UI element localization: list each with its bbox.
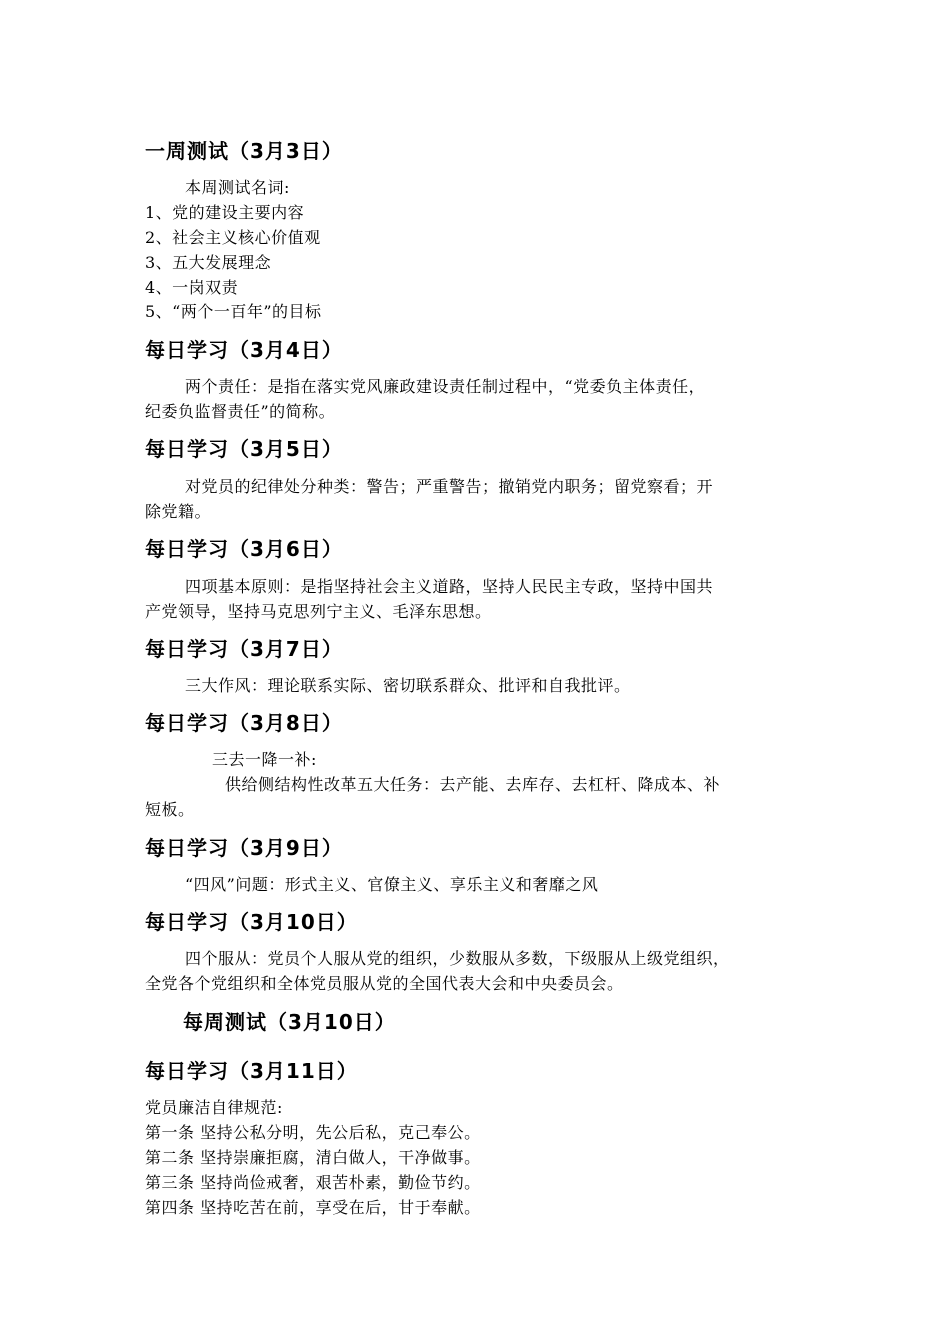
- paragraph-line: “四风”问题：形式主义、官僚主义、享乐主义和奢靡之风: [185, 875, 599, 894]
- section-heading: 每日学习（3月7日）: [145, 637, 343, 661]
- section-heading: 每日学习（3月11日）: [145, 1059, 358, 1083]
- paragraph-line: 两个责任：是指在落实党风廉政建设责任制过程中，“党委负主体责任，: [185, 377, 706, 396]
- paragraph-line: 对党员的纪律处分种类：警告；严重警告；撤销党内职务；留党察看；开: [185, 477, 714, 496]
- paragraph-line: 三去一降一补:: [212, 750, 317, 769]
- list-item: 第一条 坚持公私分明，先公后私，克己奉公。: [145, 1123, 481, 1142]
- paragraph-line: 产党领导，坚持马克思列宁主义、毛泽东思想。: [145, 602, 492, 621]
- section-heading: 每日学习（3月6日）: [145, 537, 343, 561]
- section-heading: 一周测试（3月3日）: [145, 139, 343, 163]
- section-intro: 本周测试名词:: [185, 178, 290, 197]
- list-item: 4、一岗双责: [145, 278, 239, 297]
- paragraph-line: 供给侧结构性改革五大任务：去产能、去库存、去杠杆、降成本、补: [225, 775, 721, 794]
- section-heading: 每日学习（3月5日）: [145, 437, 343, 461]
- section-heading: 每日学习（3月9日）: [145, 836, 343, 860]
- paragraph-line: 短板。: [145, 800, 195, 819]
- paragraph-line: 除党籍。: [145, 502, 212, 521]
- list-item: 第二条 坚持崇廉拒腐，清白做人，干净做事。: [145, 1148, 481, 1167]
- section-heading: 每日学习（3月10日）: [145, 910, 358, 934]
- list-item: 1、党的建设主要内容: [145, 203, 305, 222]
- paragraph-line: 四个服从：党员个人服从党的组织，少数服从多数，下级服从上级党组织，: [185, 949, 730, 968]
- paragraph-line: 全党各个党组织和全体党员服从党的全国代表大会和中央委员会。: [145, 974, 624, 993]
- section-intro: 党员廉洁自律规范:: [145, 1098, 283, 1117]
- paragraph-line: 纪委负监督责任”的简称。: [145, 402, 336, 421]
- paragraph-line: 三大作风：理论联系实际、密切联系群众、批评和自我批评。: [185, 676, 631, 695]
- section-heading: 每周测试（3月10日）: [183, 1010, 396, 1034]
- section-heading: 每日学习（3月8日）: [145, 711, 343, 735]
- list-item: 第三条 坚持尚俭戒奢，艰苦朴素，勤俭节约。: [145, 1173, 481, 1192]
- paragraph-line: 四项基本原则：是指坚持社会主义道路，坚持人民民主专政，坚持中国共: [185, 577, 714, 596]
- section-heading: 每日学习（3月4日）: [145, 338, 343, 362]
- list-item: 第四条 坚持吃苦在前，享受在后，甘于奉献。: [145, 1198, 481, 1217]
- list-item: 2、社会主义核心价值观: [145, 228, 321, 247]
- list-item: 5、“两个一百年”的目标: [145, 302, 322, 321]
- list-item: 3、五大发展理念: [145, 253, 272, 272]
